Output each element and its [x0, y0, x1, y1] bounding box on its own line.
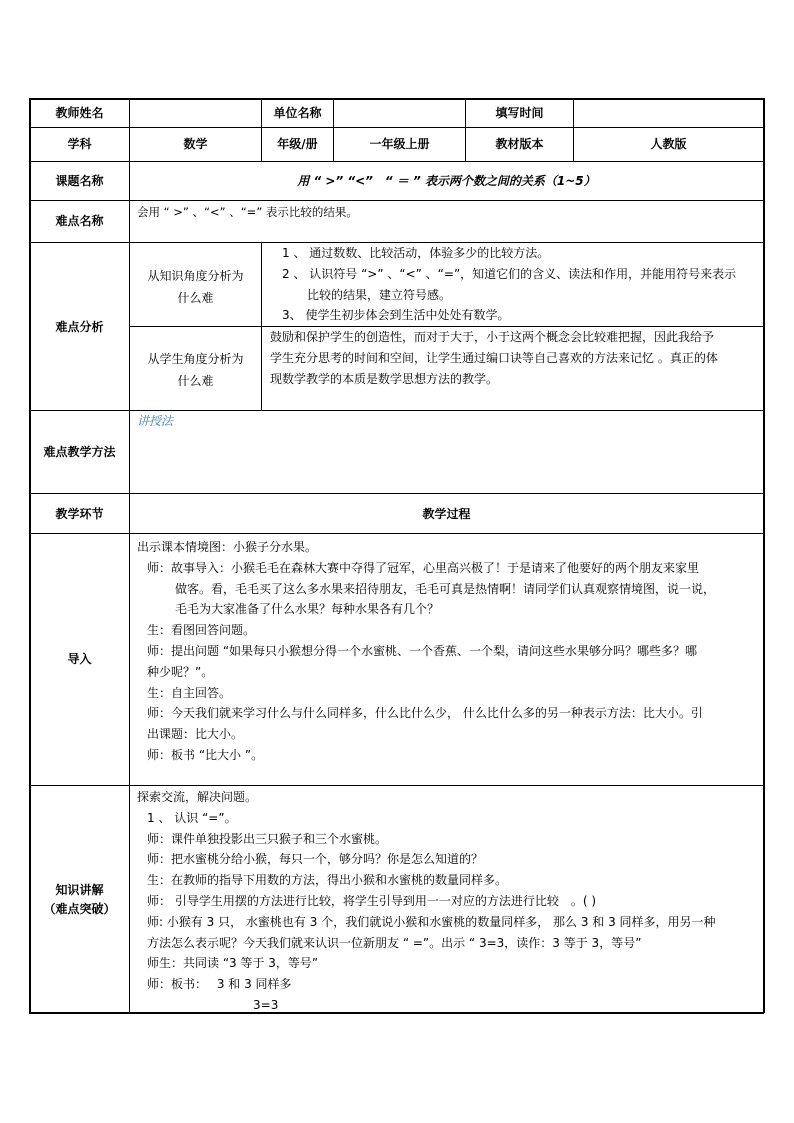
col-divider [333, 98, 334, 161]
list-item: 比较的结果，建立符号感。 [307, 287, 452, 302]
knowledge-line: 师：板书： 3 和 3 同样多 [147, 977, 292, 992]
unit-name-label: 单位名称 [273, 106, 322, 120]
analysis-label: 难点分析 [55, 320, 104, 334]
student-angle-text: 从学生角度分析为什么难 [147, 352, 244, 388]
intro-line: 做客。看，毛毛买了这么多水果来招待朋友，毛毛可真是热情啊！请同学们认真观察情境图，说一说， [175, 581, 716, 596]
row-divider [29, 161, 764, 162]
knowledge-content [137, 787, 716, 1016]
teacher-name-label: 教师姓名 [55, 106, 104, 120]
grade-value: 一年级上册 [369, 137, 430, 151]
paragraph-line: 鼓励和保护学生的创造性，而对于大于，小于这两个概念会比较难把握，因此我给予 [270, 330, 715, 344]
intro-line: 师：板书 “比大小 ”。 [147, 747, 264, 762]
intro-line: 生：自主回答。 [147, 685, 232, 700]
intro-line: 出课题：比大小。 [147, 727, 244, 742]
student-angle-text-block [270, 327, 718, 389]
knowledge-line: 3=3 [253, 997, 279, 1012]
row-divider [29, 200, 764, 201]
method-label: 难点教学方法 [43, 445, 116, 459]
intro-label: 导入 [67, 652, 92, 666]
knowledge-line: 师: 小猴有 3 只， 水蜜桃也有 3 个，我们就说小猴和水蜜桃的数量同样多， 那么 3 和 3 同样多，用另一种 [147, 914, 716, 929]
subject-label: 学科 [67, 137, 92, 151]
knowledge-line: 1 、 认识 “=”。 [147, 810, 237, 825]
col-divider [573, 98, 574, 161]
paragraph-line: 现数学教学的本质是数学思想方法的教学。 [270, 371, 499, 386]
knowledge-line: 师生：共同读 “3 等于 3，等号” [147, 956, 319, 971]
knowledge-line: 探索交流，解决问题。 [137, 790, 258, 804]
intro-line: 师：故事导入：小猴毛毛在森林大赛中夺得了冠军，心里高兴极了！于是请来了他要好的两个朋友来家里 [147, 560, 700, 575]
list-item: 3、 使学生初步体会到生活中处处有数学。 [282, 308, 510, 323]
knowledge-label: 知识讲解 [55, 883, 104, 897]
student-angle-label [130, 348, 261, 392]
row-divider [29, 785, 764, 786]
knowledge-angle-label [130, 265, 261, 309]
textbook-value: 人教版 [650, 137, 687, 151]
subject-value: 数学 [183, 137, 208, 151]
difficulty-value: 会用 “ >” 、“<” 、“=” 表示比较的结果。 [137, 205, 358, 219]
difficulty-label: 难点名称 [55, 214, 104, 228]
stage-label: 教学环节 [55, 507, 104, 521]
knowledge-angle-text: 从知识角度分析为什么难 [147, 269, 244, 305]
intro-line: 出示课本情境图：小猴子分水果。 [137, 540, 318, 554]
knowledge-line: 生：在教师的指导下用数的方法，得出小猴和水蜜桃的数量同样多。 [147, 873, 508, 888]
knowledge-line: 方法怎么表示呢？今天我们就来认识一位新朋友 “ =”。出示 “ 3=3，读作：3 等于 3，等号” [147, 935, 642, 950]
table-border-left [29, 98, 31, 1013]
row-divider [29, 533, 764, 534]
knowledge-line: 师： 引导学生用摆的方法进行比较，将学生引导到用一一对应的方法进行比较 。( ) [147, 893, 596, 908]
fill-time-label: 填写时间 [495, 106, 544, 120]
paragraph-line: 学生充分思考的时间和空间，让学生通过编口诀等自己喜欢的方法来记忆 。真正的体 [270, 350, 718, 365]
table-border-top [29, 98, 764, 100]
intro-line: 师：今天我们就来学习什么与什么同样多，什么比什么少， 什么比什么多的另一种表示方法：比大小。引 [147, 706, 703, 721]
grade-label: 年级/册 [277, 137, 318, 151]
col-divider [261, 242, 262, 410]
table-border-right [763, 98, 765, 1013]
textbook-label: 教材版本 [495, 137, 544, 151]
list-item: 2 、 认识符号 “>” 、“<” 、“=”，知道它们的含义、读法和作用，并能用符号来表示 [282, 266, 737, 281]
row-divider [29, 127, 764, 128]
knowledge-sublabel: （难点突破） [43, 902, 116, 916]
intro-content [137, 537, 715, 766]
intro-line: 师：提出问题 “如果每只小猴想分得一个水蜜桃、一个香蕉、一个梨，请问这些水果够分吗？哪些多？哪 [147, 643, 698, 658]
knowledge-angle-list [270, 243, 736, 326]
topic-label: 课题名称 [55, 174, 104, 188]
col-divider [129, 98, 130, 1013]
intro-line: 生：看图回答问题。 [147, 623, 256, 638]
topic-value: 用 “ >” “<” “ ＝ ” 表示两个数之间的关系（1~5） [297, 174, 596, 188]
process-label: 教学过程 [422, 507, 471, 521]
row-divider [29, 493, 764, 494]
knowledge-line: 师：课件单独投影出三只猴子和三个水蜜桃。 [147, 831, 388, 846]
row-divider [29, 410, 764, 411]
knowledge-line: 师：把水蜜桃分给小猴，每只一个，够分吗？你是怎么知道的？ [147, 852, 484, 867]
method-value: 讲授法 [137, 414, 174, 428]
intro-line: 种少呢？”。 [147, 664, 214, 679]
intro-line: 毛毛为大家准备了什么水果？每种水果各有几个？ [175, 602, 440, 617]
list-item: 1 、 通过数数、比较活动，体验多少的比较方法。 [282, 246, 550, 260]
